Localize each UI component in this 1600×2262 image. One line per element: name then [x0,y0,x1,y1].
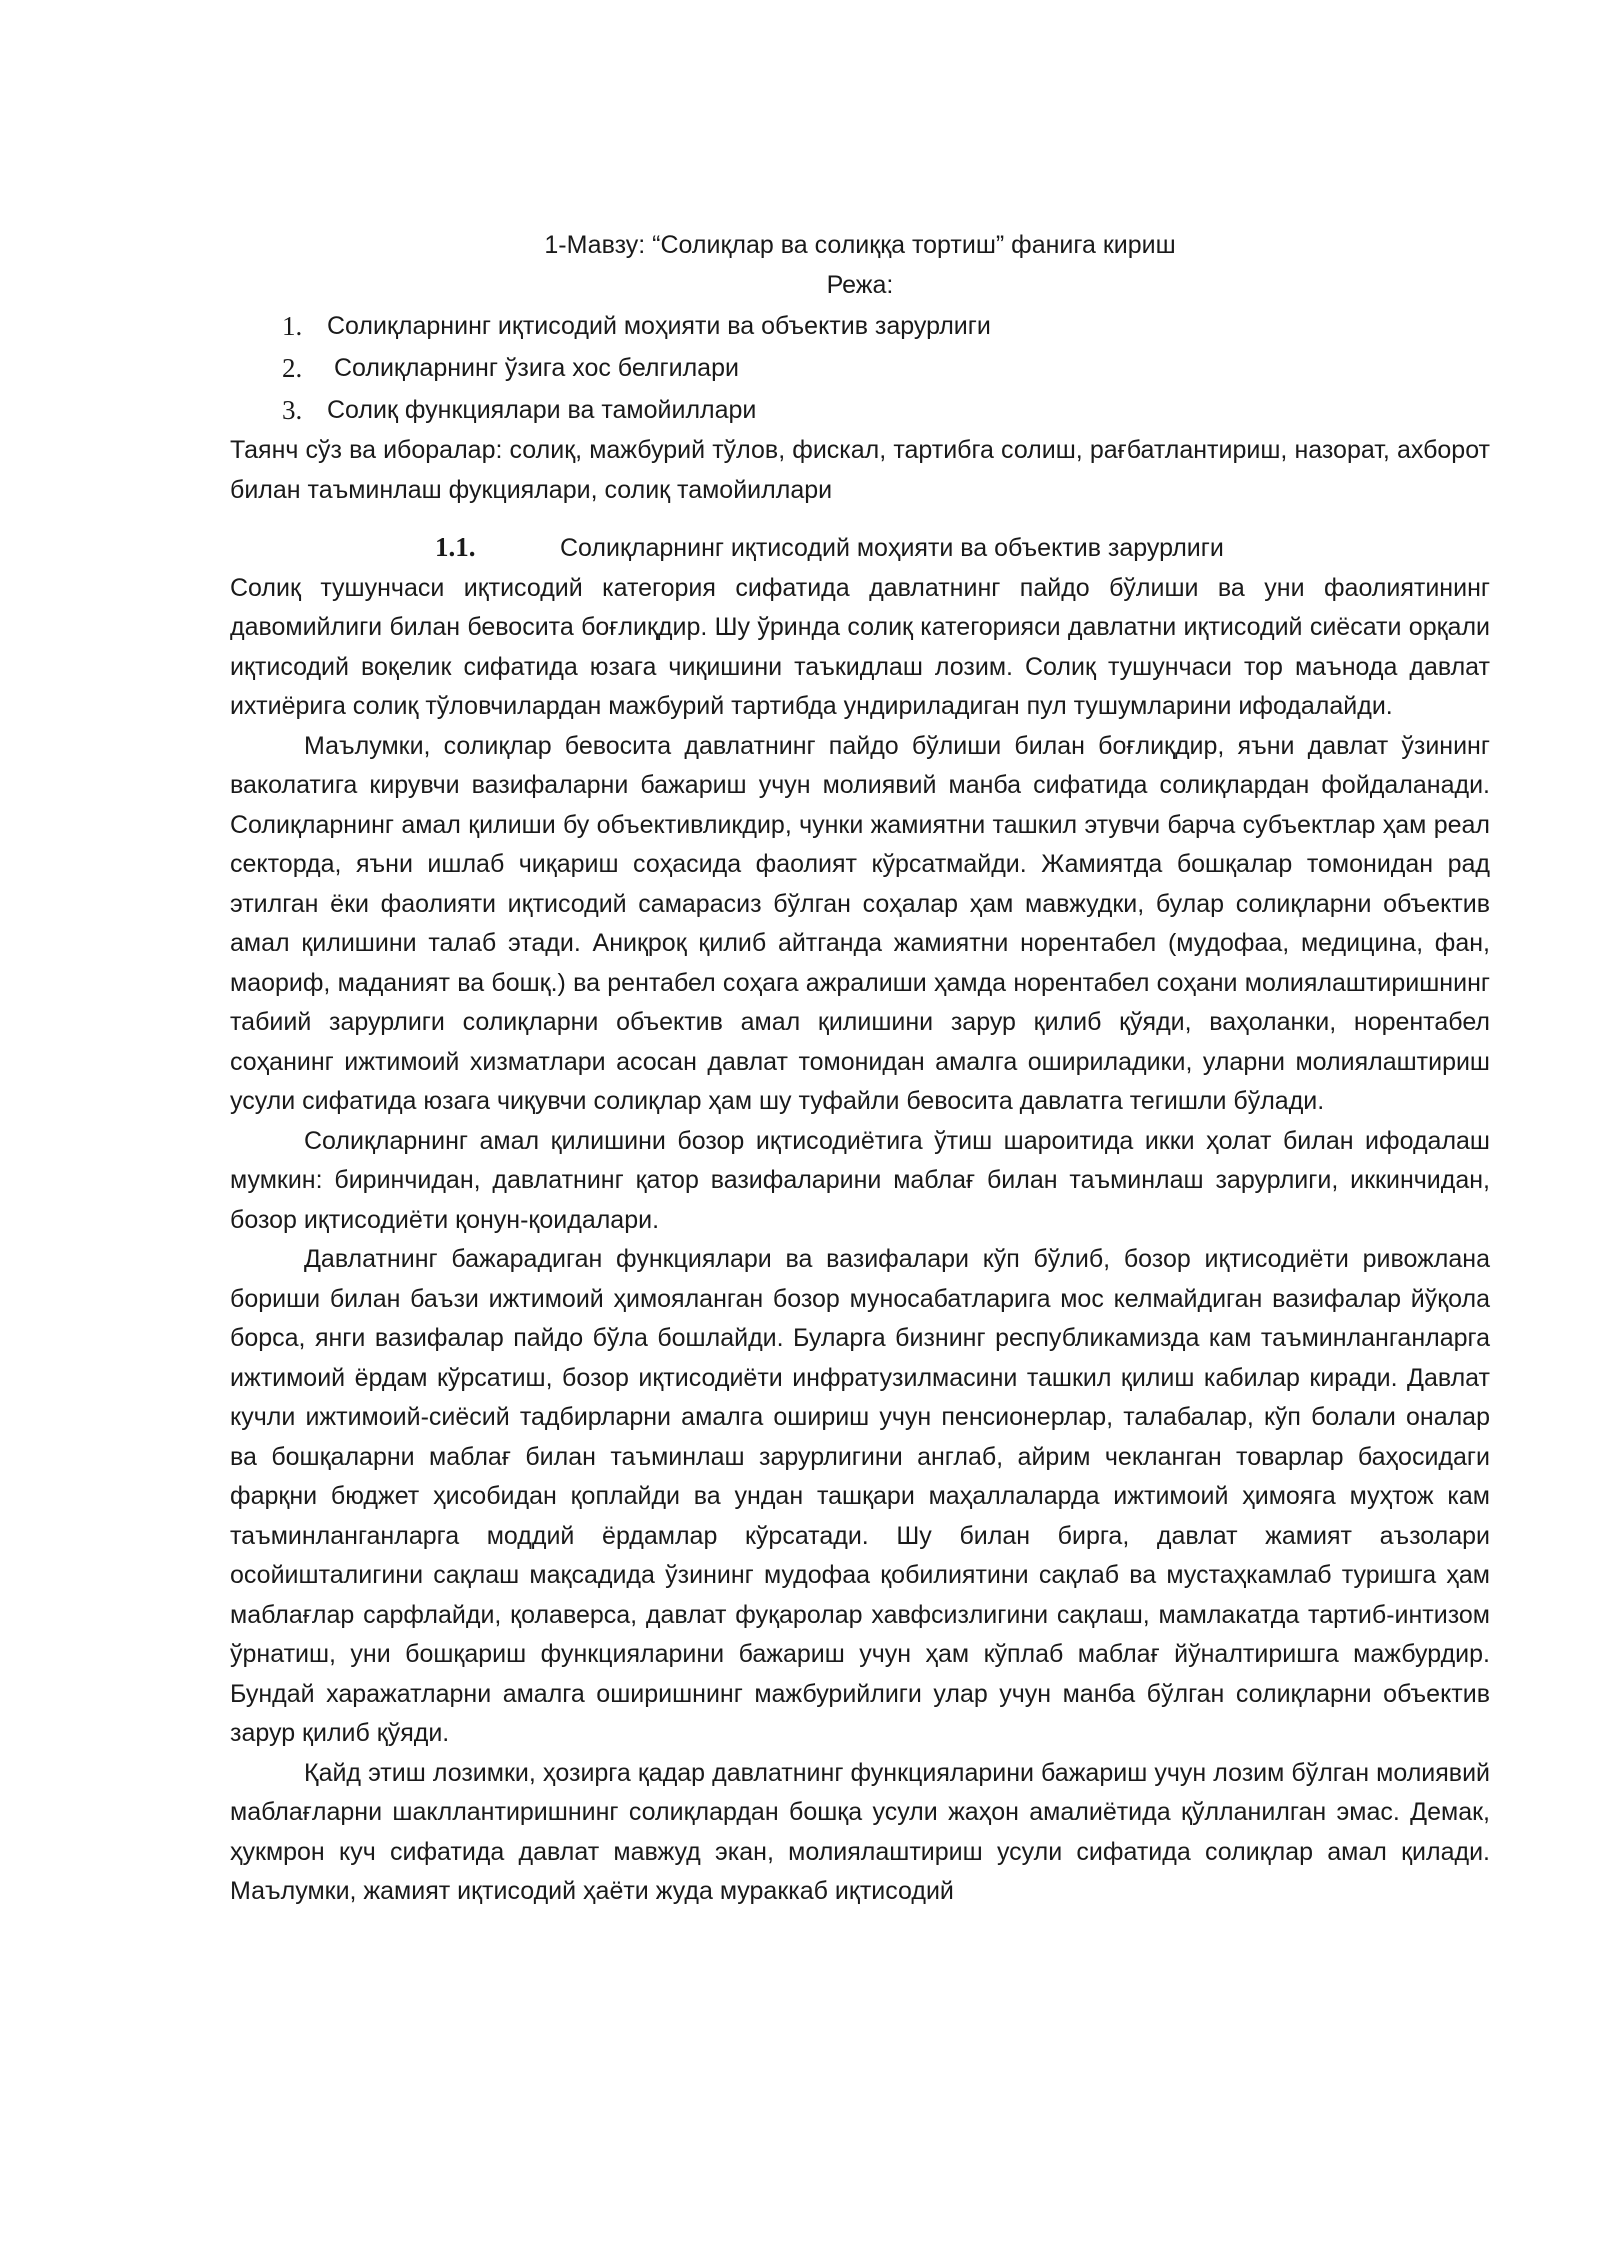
plan-item [230,305,1490,347]
keywords: Таянч сўз ва иборалар: солиқ, мажбурий тўлов, фискал, тартибга солиш, рағбатлантириш, назорат, ахборот билан таъминлаш фукциялари, солиқ тамойиллари [230,436,1490,504]
paragraph: Солиқларнинг амал қилишини бозор иқтисодиётига ўтиш шароитида икки ҳолат билан ифодалаш мумкин: биринчидан, давлатнинг қатор вазифаларини маблағ билан таъминлаш зарурлиги, иккинчидан, бозор иқтисодиёти қонун-қоидалари. [230,1126,1490,1234]
document-body [230,226,1490,1912]
paragraph: Давлатнинг бажарадиган функциялари ва вазифалари кўп бўлиб, бозор иқтисодиёти ривожлана бориши билан баъзи ижтимоий ҳимояланган бозор муносабатларига мос келмайдиган вазифалар йўқола борса, янги вазифалар пайдо бўла бошлайди. Буларга бизнинг республикамизда кам таъминланганларга ижтимоий ёрдам кўрсатиш, бозор иқтисодиёти инфратузилмасини ташкил қилиш кабилар киради. Давлат кучли ижтимоий-сиёсий тадбирларни амалга ошириш учун пенсионерлар, талабалар, кўп болали оналар ва бошқаларни маблағ билан таъминлаш зарурлигини англаб, айрим чекланган товарлар баҳосидаги фарқни бюджет ҳисобидан қоплайди ва ундан ташқари маҳаллаларда ижтимоий ҳимояга муҳтож кам таъминланганларга моддий ёрдамлар кўрсатади. Шу билан бирга, давлат жамият аъзолари осойишталигини сақлаш мақсадида ўзининг мудофаа қобилиятини сақлаб ва мустаҳкамлаб туришга ҳам маблағлар сарфлайди, қолаверса, давлат фуқаролар хавфсизлигини сақлаш, мамлакатда тартиб-интизом ўрнатиш, уни бошқариш функцияларини бажариш учун ҳам кўплаб маблағ йўналтиришга мажбурдир. Бундай харажатларни амалга оширишнинг мажбурийлиги улар учун манба бўлган солиқларни объектив зарур қилиб қўяди. [230,1245,1490,1747]
section-number: 1.1. [435,532,476,562]
plan-list [230,305,1490,431]
plan-item-number: 3. [282,395,303,425]
section-title: Солиқларнинг иқтисодий моҳияти ва объектив зарурлиги [560,534,1224,562]
paragraph: Маълумки, солиқлар бевосита давлатнинг пайдо бўлиши билан боғлиқдир, яъни давлат ўзининг ваколатига кирувчи вазифаларни бажариш учун молиявий манба сифатида солиқлардан фойдаланади. Солиқларнинг амал қилиши бу объективликдир, чунки жамиятни ташкил этувчи барча субъектлар ҳам реал секторда, яъни ишлаб чиқариш соҳасида фаолият кўрсатмайди. Жамиятда бошқалар томонидан рад этилган ёки фаолияти иқтисодий самарасиз бўлган соҳалар ҳам мавжудки, булар солиқларни объектив амал қилишини талаб этади. Аниқроқ қилиб айтганда жамиятни норентабел (мудофаа, медицина, фан, маориф, маданият ва бошқ.) ва рентабел соҳага ажралиши ҳамда норентабел соҳани молиялаштиришнинг табиий зарурлиги солиқларни объектив амал қилишини зарур қилиб қўяди, ваҳоланки, норентабел соҳанинг ижтимоий хизматлари асосан давлат томонидан амалга ошириладики, уларни молиялаштириш усули сифатида юзага чиқувчи солиқлар ҳам шу туфайли бевосита давлатга тегишли бўлади. [230,731,1490,1115]
topic-title: 1-Мавзу: “Солиқлар ва солиққа тортиш” фанига кириш [544,231,1176,259]
plan-item-text: Солиқ функциялари ва тамойиллари [327,396,757,424]
plan-item [230,389,1490,431]
plan-item-text: Солиқларнинг иқтисодий моҳияти ва объектив зарурлиги [327,312,991,340]
plan-item-number: 1. [282,311,303,341]
plan-item-text: Солиқларнинг ўзига хос белгилари [327,354,739,382]
section-heading [230,528,1490,569]
plan-item-number: 2. [282,353,303,383]
plan-item [230,347,1490,389]
plan-label: Режа: [826,270,894,299]
paragraph: Қайд этиш лозимки, ҳозирга қадар давлатнинг функцияларини бажариш учун лозим бўлган молиявий маблағларни шакллантиришнинг солиқлардан бошқа усули жаҳон амалиётида қўлланилган эмас. Демак, ҳукмрон куч сифатида давлат мавжуд экан, молиялаштириш усули сифатида солиқлар амал қилади. Маълумки, жамият иқтисодий ҳаёти жуда мураккаб иқтисодий [230,1758,1490,1905]
paragraph: Солиқ тушунчаси иқтисодий категория сифатида давлатнинг пайдо бўлиши ва уни фаолиятининг давомийлиги билан бевосита боғлиқдир. Шу ўринда солиқ категорияси давлатни иқтисодий сиёсати орқали иқтисодий воқелик сифатида юзага чиқишини таъкидлаш лозим. Солиқ тушунчаси тор маънода давлат ихтиёрига солиқ тўловчилардан мажбурий тартибда ундириладиган пул тушумларини ифодалайди. [230,573,1490,720]
